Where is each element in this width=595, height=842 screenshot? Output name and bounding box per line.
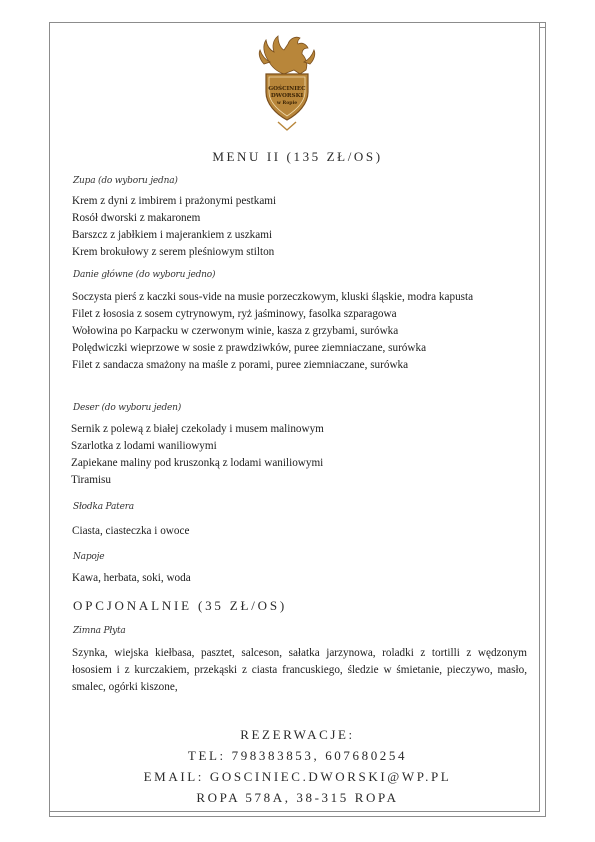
- list-item: Kawa, herbata, soki, woda: [72, 572, 191, 584]
- list-item: Filet z sandacza smażony na maśle z porami, puree ziemniaczane, surówka: [72, 359, 409, 371]
- list-item: Szarlotka z lodami waniliowymi: [71, 440, 217, 452]
- list-item: Ciasta, ciasteczka i owoce: [72, 525, 190, 537]
- section-heading-soup: Zupa (do wyboru jedna): [73, 176, 178, 186]
- heraldic-horse-logo: [254, 30, 320, 138]
- logo-text-line1: GOŚCINIEC: [268, 86, 306, 92]
- list-item: Rosół dworski z makaronem: [72, 212, 201, 224]
- list-item: Soczysta pierś z kaczki sous-vide na musie porzeczkowym, kluski śląskie, modra kapusta: [72, 291, 474, 303]
- list-item: Krem brokułowy z serem pleśniowym stilton: [72, 246, 275, 258]
- drinks-list: [72, 570, 191, 587]
- section-heading-drinks: Napoje: [73, 552, 105, 562]
- section-heading-dessert: Deser (do wyboru jeden): [73, 403, 182, 413]
- contact-phone: TEL: 798383853, 607680254: [187, 748, 408, 763]
- section-heading-cold-platter: Zimna Płyta: [73, 626, 126, 636]
- section-heading-main-course: Danie główne (do wyboru jedno): [73, 270, 216, 280]
- dessert-list: [71, 421, 324, 489]
- list-item: Sernik z polewą z białej czekolady i musem malinowym: [71, 423, 324, 435]
- section-heading-sweet-platter: Słodka Patera: [73, 502, 134, 512]
- contact-email: EMAIL: GOSCINIEC.DWORSKI@WP.PL: [143, 769, 452, 784]
- list-item: Barszcz z jabłkiem i majerankiem z uszkami: [72, 229, 273, 241]
- soup-list: [72, 193, 276, 261]
- contact-address: ROPA 578A, 38-315 ROPA: [196, 790, 399, 805]
- list-item: Filet z łososia z sosem cytrynowym, ryż jaśminowy, fasolka szparagowa: [72, 308, 397, 320]
- logo-text-line2: DWORSKI: [270, 93, 304, 99]
- cold-platter-description: Szynka, wiejska kiełbasa, pasztet, salceson, sałatka jarzynowa, roladki z tortilli z wędzonym łososiem i z kurczakiem, przekąski z ciasta francuskiego, śledzie w śmietanie, pieczywo, masło, smalec, ogórki kiszone,: [72, 647, 527, 693]
- sweet-platter-list: [72, 523, 189, 540]
- list-item: Zapiekane maliny pod kruszonką z lodami waniliowymi: [71, 457, 324, 469]
- list-item: Wołowina po Karpacku w czerwonym winie, kasza z grzybami, surówka: [72, 325, 399, 337]
- list-item: Polędwiczki wieprzowe w sosie z prawdziwków, puree ziemniaczane, surówka: [72, 342, 427, 354]
- menu-title: MENU II (135 ZŁ/OS): [212, 149, 383, 164]
- optional-title: OPCJONALNIE (35 ZŁ/OS): [73, 598, 287, 613]
- logo-text-line3: w Ropie: [276, 101, 298, 106]
- reservations-heading: REZERWACJE:: [240, 727, 355, 742]
- list-item: Krem z dyni z imbirem i prażonymi pestkami: [72, 195, 277, 207]
- list-item: Tiramisu: [71, 474, 111, 486]
- main-course-list: [72, 289, 512, 374]
